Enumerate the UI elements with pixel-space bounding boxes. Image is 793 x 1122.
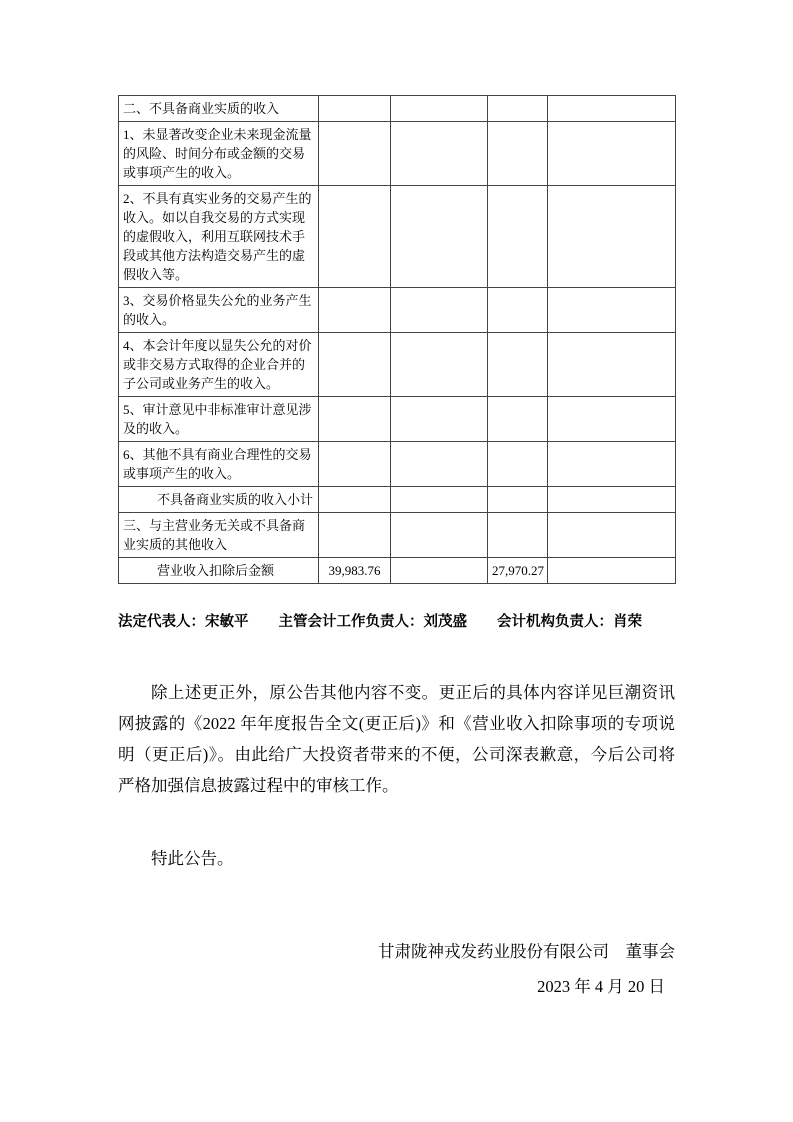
table-cell xyxy=(391,333,488,397)
table-cell xyxy=(488,186,548,288)
table-row xyxy=(119,96,676,122)
table-row xyxy=(119,288,676,333)
table-row xyxy=(119,186,676,288)
table-cell xyxy=(488,513,548,558)
table-cell xyxy=(548,288,676,333)
table-row xyxy=(119,333,676,397)
row-label: 6、其他不具有商业合理性的交易或事项产生的收入。 xyxy=(119,442,319,487)
table-cell xyxy=(391,288,488,333)
table-row xyxy=(119,442,676,487)
table-cell xyxy=(548,487,676,513)
table-cell xyxy=(488,487,548,513)
closing-statement: 特此公告。 xyxy=(151,849,234,868)
table-cell xyxy=(391,513,488,558)
table-row xyxy=(119,513,676,558)
row-label: 1、未显著改变企业未来现金流量的风险、时间分布或金额的交易或事项产生的收入。 xyxy=(119,122,319,186)
table-cell xyxy=(391,186,488,288)
row-label: 2、不具有真实业务的交易产生的收入。如以自我交易的方式实现的虚假收入，利用互联网技术手段或其他方法构造交易产生的虚假收入等。 xyxy=(119,186,319,288)
table-row xyxy=(119,122,676,186)
table-row-total xyxy=(119,558,676,584)
table-cell xyxy=(319,487,391,513)
table-cell xyxy=(488,96,548,122)
table-cell xyxy=(548,186,676,288)
signature-date: 2023 年 4 月 20 日 xyxy=(537,977,665,996)
row-label: 二、不具备商业实质的收入 xyxy=(119,96,319,122)
row-label: 营业收入扣除后金额 xyxy=(119,558,319,584)
row-label: 不具备商业实质的收入小计 xyxy=(119,487,319,513)
row-label: 5、审计意见中非标准审计意见涉及的收入。 xyxy=(119,397,319,442)
table-cell xyxy=(319,442,391,487)
row-label: 4、本会计年度以显失公允的对价或非交易方式取得的企业合并的子公司或业务产生的收入。 xyxy=(119,333,319,397)
table-cell xyxy=(319,186,391,288)
table-cell xyxy=(548,122,676,186)
signatories-line xyxy=(118,610,675,631)
table-cell xyxy=(488,397,548,442)
table-cell xyxy=(319,122,391,186)
table-cell xyxy=(391,558,488,584)
table-cell xyxy=(319,333,391,397)
revenue-deduction-table xyxy=(118,95,676,584)
row-label: 3、交易价格显失公允的业务产生的收入。 xyxy=(119,288,319,333)
accounting-department-head: 会计机构负责人：肖荣 xyxy=(497,614,642,630)
table-cell xyxy=(391,122,488,186)
row-label: 三、与主营业务无关或不具备商业实质的其他收入 xyxy=(119,513,319,558)
table-cell xyxy=(488,442,548,487)
table-cell xyxy=(548,513,676,558)
table-cell xyxy=(548,558,676,584)
table-cell xyxy=(319,513,391,558)
table-cell xyxy=(488,122,548,186)
table-cell xyxy=(488,333,548,397)
table-row xyxy=(119,397,676,442)
table-cell xyxy=(391,487,488,513)
table-cell xyxy=(319,288,391,333)
table-cell xyxy=(319,96,391,122)
table-cell xyxy=(319,397,391,442)
correction-paragraph: 除上述更正外，原公告其他内容不变。更正后的具体内容详见巨潮资讯网披露的《2022 年年度报告全文(更正后)》和《营业收入扣除事项的专项说明（更正后)》。由此给广大投资者带来的不便，公司深表歉意，今后公司将严格加强信息披露过程中的审核工作。 xyxy=(118,683,675,795)
table-cell-current-amount: 39,983.76 xyxy=(319,558,391,584)
table-cell xyxy=(488,288,548,333)
signature-company: 甘肃陇神戎发药业股份有限公司 董事会 xyxy=(378,942,675,961)
table-cell xyxy=(391,442,488,487)
table-cell-prior-amount: 27,970.27 xyxy=(488,558,548,584)
table-cell xyxy=(548,442,676,487)
table-cell xyxy=(548,96,676,122)
table-row-subtotal xyxy=(119,487,676,513)
table-cell xyxy=(391,96,488,122)
legal-representative: 法定代表人：宋敏平 xyxy=(118,614,249,630)
table-cell xyxy=(548,333,676,397)
table-cell xyxy=(391,397,488,442)
chief-accountant: 主管会计工作负责人：刘茂盛 xyxy=(278,614,467,630)
table-cell xyxy=(548,397,676,442)
document-content xyxy=(118,95,675,1002)
signature-block xyxy=(118,936,675,1002)
